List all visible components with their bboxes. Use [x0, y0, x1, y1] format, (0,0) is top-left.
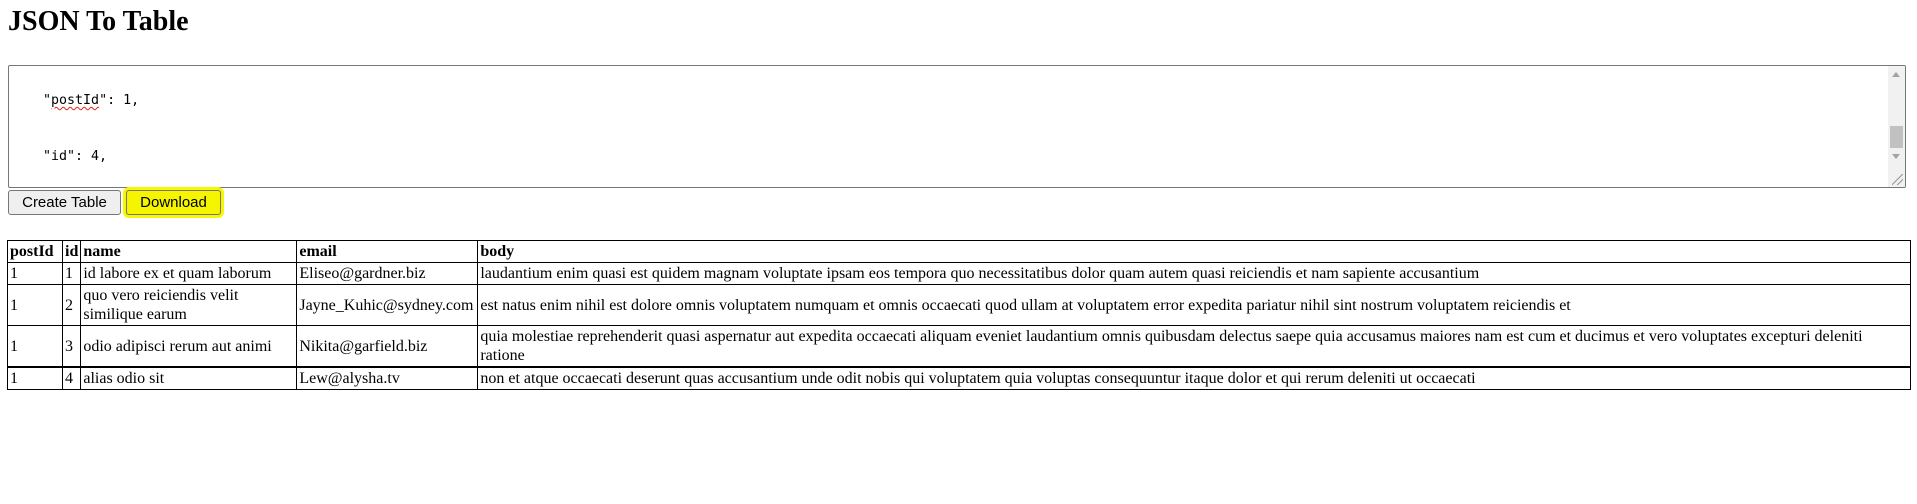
json-line-token: postId	[51, 93, 100, 108]
json-text	[11, 65, 1380, 188]
table-cell: 1	[8, 285, 63, 326]
table-cell: Jayne_Kuhic@sydney.com	[297, 285, 478, 326]
table-cell: 1	[8, 263, 63, 285]
json-line: "postId": 1,	[11, 93, 140, 108]
data-table	[7, 240, 1911, 390]
table-cell: quia molestiae reprehenderit quasi aspernatur aut expedita occaecati aliquam eveniet laudantium omnis quibusdam delectus saepe quia accusamus maiores nam est cum et ducimus et vero voluptates excepturi deleniti ratione	[478, 326, 1911, 368]
table-cell: laudantium enim quasi est quidem magnam voluptate ipsam eos tempora quo necessitatibus dolor quam autem quasi reiciendis et nam sapiente accusantium	[478, 263, 1911, 285]
table-cell: 3	[63, 326, 81, 368]
scroll-down-arrow-icon[interactable]	[1892, 154, 1900, 159]
create-table-button[interactable]: Create Table	[8, 190, 121, 215]
table-cell: 4	[63, 367, 81, 390]
table-row	[8, 285, 1911, 326]
table-cell: Lew@alysha.tv	[297, 367, 478, 390]
download-button[interactable]: Download	[126, 190, 221, 215]
table-cell: est natus enim nihil est dolore omnis voluptatem numquam et omnis occaecati quod ullam at voluptatem error expedita pariatur nihil sint nostrum voluptatem reiciendis et	[478, 285, 1911, 326]
table-row	[8, 326, 1911, 368]
table-cell: id labore ex et quam laborum	[81, 263, 297, 285]
column-header: id	[63, 241, 81, 263]
column-header: postId	[8, 241, 63, 263]
table-row	[8, 367, 1911, 390]
table-cell: odio adipisci rerum aut animi	[81, 326, 297, 368]
table-cell: 1	[8, 367, 63, 390]
resize-handle-icon[interactable]	[1892, 174, 1903, 185]
table-cell: 1	[8, 326, 63, 368]
table-row	[8, 263, 1911, 285]
scrollbar-thumb[interactable]	[1890, 126, 1903, 148]
table-header-row	[8, 241, 1911, 263]
table-cell: 1	[63, 263, 81, 285]
column-header: name	[81, 241, 297, 263]
scroll-up-arrow-icon[interactable]	[1892, 72, 1900, 77]
page-title: JSON To Table	[8, 6, 189, 37]
table-cell: non et atque occaecati deserunt quas accusantium unde odit nobis qui voluptatem quia voluptas consequuntur itaque dolor et qui rerum deleniti ut occaecati	[478, 367, 1911, 390]
json-input-textarea[interactable]	[8, 65, 1906, 188]
json-line: "id": 4,	[11, 148, 108, 164]
table-cell: 2	[63, 285, 81, 326]
textarea-scrollbar[interactable]	[1888, 66, 1905, 187]
column-header: email	[297, 241, 478, 263]
table-cell: quo vero reiciendis velit similique earum	[81, 285, 297, 326]
table-cell: Eliseo@gardner.biz	[297, 263, 478, 285]
table-cell: alias odio sit	[81, 367, 297, 390]
column-header: body	[478, 241, 1911, 263]
table-cell: Nikita@garfield.biz	[297, 326, 478, 368]
